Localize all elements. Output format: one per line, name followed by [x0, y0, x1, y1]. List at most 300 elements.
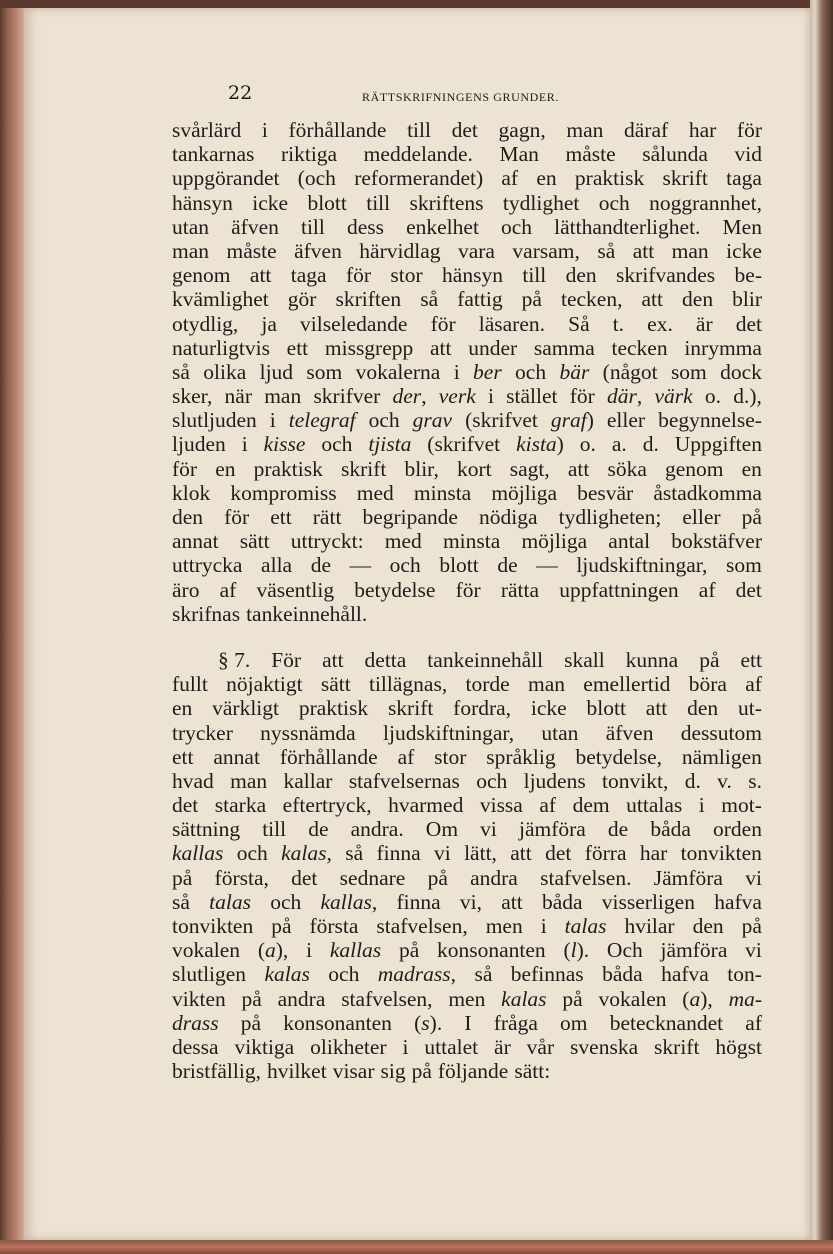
word: det [735, 311, 762, 336]
word: tankarnas [172, 142, 255, 167]
word: hänsyn [172, 190, 233, 215]
word: eller [682, 505, 721, 529]
paragraph [172, 648, 762, 1083]
word: att [632, 238, 655, 263]
word: och [270, 889, 302, 914]
word: att [501, 889, 523, 914]
body-text [172, 118, 762, 1083]
word: betydelse [354, 577, 436, 602]
word: för [736, 118, 762, 142]
word: där, [607, 384, 643, 409]
word: högst [715, 1034, 762, 1059]
word: i [241, 432, 248, 457]
text-line [172, 360, 762, 384]
word: vokalen [598, 986, 667, 1011]
word: och [236, 841, 268, 866]
text-line [172, 962, 762, 986]
word: äfven [231, 214, 279, 239]
word: böra [688, 672, 727, 697]
word: tonvikt, [602, 768, 669, 793]
word: samma [533, 335, 595, 360]
page-number: 22 [228, 82, 253, 104]
word: kort [456, 456, 492, 481]
word: så [420, 287, 439, 312]
word: vissa [479, 793, 523, 818]
word: ett [270, 505, 292, 529]
word: ljudskiftningar, [383, 720, 515, 745]
word: ett [286, 335, 309, 360]
word: tankeinnehåll [427, 647, 544, 672]
text-line [172, 890, 762, 914]
word: som [726, 553, 762, 578]
word: utan [541, 720, 579, 745]
word: betydelse, [575, 744, 663, 769]
word: båda [602, 962, 643, 987]
word: tonvikten [172, 914, 254, 938]
word: för [172, 456, 198, 481]
word: på [741, 914, 762, 938]
text-line [172, 215, 762, 239]
word: i [261, 118, 268, 142]
word: § 7. [218, 647, 251, 672]
word: blott [586, 696, 626, 721]
word: o. [704, 384, 721, 409]
word: detta [364, 647, 407, 672]
word: (s). [414, 1010, 443, 1035]
word: hvarmed [388, 793, 464, 818]
text-line [172, 336, 762, 360]
word: der, [392, 384, 427, 409]
word: så [345, 841, 364, 866]
word: Så [568, 311, 590, 336]
word: i [453, 359, 460, 384]
word: på [427, 865, 448, 890]
word: ljudskiftningar, [576, 553, 708, 578]
word: s. [748, 768, 762, 793]
word: på [562, 986, 583, 1011]
word: för [345, 263, 372, 288]
word: vokalerna [355, 359, 441, 384]
word: visserligen [601, 889, 695, 914]
word: första [309, 914, 359, 938]
text-line [172, 602, 762, 626]
word: o. [579, 432, 596, 457]
word: jämföra [660, 938, 728, 963]
word: taga [290, 263, 327, 288]
word: så [474, 962, 493, 987]
word: eller [606, 408, 646, 433]
word: olikheter [310, 1034, 387, 1059]
word: ja [261, 311, 277, 336]
word: båda [541, 889, 583, 914]
text-line [172, 408, 762, 432]
word: blott [439, 553, 479, 578]
word: (a), [257, 938, 289, 963]
word: skrift [340, 456, 387, 481]
text-line [172, 578, 762, 602]
word: olika [203, 359, 247, 384]
word: de [310, 553, 331, 578]
word: kalas [264, 962, 310, 987]
word: sålunda [642, 142, 708, 167]
word: och [328, 962, 360, 987]
word: uttryckt: [290, 529, 364, 554]
word: taga [726, 166, 762, 191]
word: hvilar [624, 914, 675, 938]
word: skrift [387, 696, 434, 721]
word: stor [434, 744, 467, 769]
word: skrifvandes [616, 263, 716, 288]
word: förra [584, 841, 627, 866]
word: annat [172, 529, 219, 554]
word: viktiga [234, 1034, 295, 1059]
word: icke [530, 696, 567, 721]
text-line [172, 793, 762, 817]
text-line [172, 745, 762, 769]
word: Jämföra [653, 865, 723, 890]
word: lätt, [464, 841, 497, 866]
word: äro [172, 577, 200, 602]
text-line [172, 672, 762, 696]
word: varsam, [512, 238, 580, 263]
word: en [215, 456, 236, 481]
text-line [172, 938, 762, 962]
word: hänsyn [442, 263, 503, 288]
text-line [172, 481, 762, 505]
word: äfven [294, 238, 342, 263]
word: språklig [486, 744, 556, 769]
word: man [566, 118, 604, 142]
word: kunna [625, 647, 679, 672]
word: uppfattningen [559, 577, 679, 602]
word: ut- [737, 696, 762, 721]
text-line [172, 263, 762, 287]
word: vid [734, 142, 762, 167]
word: konsonanten [283, 1010, 392, 1035]
word: man [527, 672, 565, 697]
word: (och [297, 166, 336, 191]
word: af [745, 672, 762, 697]
word: bristfällig, [172, 1059, 261, 1084]
word: skrift [654, 1034, 700, 1059]
word: och [476, 768, 508, 793]
paragraph-gap [172, 626, 762, 648]
word: otydlig, [172, 311, 239, 336]
word: orden [713, 817, 762, 842]
word: dessa [172, 1034, 219, 1059]
word: enkelhet [406, 214, 479, 239]
word: trycker [172, 720, 233, 745]
word: sätt: [514, 1059, 551, 1084]
word: för [224, 505, 250, 529]
word: af [745, 1010, 762, 1035]
word: I [464, 1010, 472, 1035]
word: tecken [611, 335, 668, 360]
word: konsonanten [437, 938, 546, 963]
word: uttalet [424, 1034, 479, 1059]
word: annat [213, 744, 260, 769]
word: sättning [172, 817, 241, 842]
text-line [172, 769, 762, 793]
word: genom [172, 263, 231, 288]
word: har [639, 841, 668, 866]
word: tydligheten; [558, 505, 662, 529]
word: som [306, 359, 343, 384]
word: finna [396, 889, 441, 914]
word: nämligen [681, 744, 762, 769]
word: vi [434, 841, 451, 866]
text-line [172, 505, 762, 529]
top-binding-edge [0, 0, 833, 8]
word: i [306, 938, 313, 963]
word: praktisk [253, 456, 323, 481]
word: det [291, 865, 318, 890]
word: d. [684, 768, 701, 793]
bottom-binding-edge [0, 1240, 833, 1254]
word: ett [172, 744, 194, 769]
word: minsta [442, 529, 501, 554]
word: sker, [172, 384, 213, 409]
word: a. [611, 432, 627, 457]
word: vokalen [172, 938, 241, 963]
word: — [349, 553, 372, 578]
word: af [698, 577, 716, 602]
word: under [468, 335, 518, 360]
word: när [224, 384, 252, 409]
word: d. [642, 432, 659, 457]
word: stället [506, 384, 558, 409]
text-line [172, 1035, 762, 1059]
word: det [451, 118, 478, 142]
word: skrift [662, 166, 708, 191]
word: kallas, [320, 889, 378, 914]
word: Och [606, 938, 643, 963]
word: om [560, 1010, 588, 1035]
paragraph [172, 118, 762, 626]
word: ljuden [172, 432, 226, 457]
text-line [172, 1059, 762, 1083]
word: (a), [682, 986, 713, 1011]
word: gör [287, 287, 317, 312]
word: Man [499, 142, 539, 167]
word: klok [172, 480, 211, 505]
word: måste [226, 238, 277, 263]
word: Om [425, 817, 459, 842]
text-line [172, 287, 762, 311]
text-line [172, 457, 762, 481]
word: slutljuden [172, 408, 257, 433]
word: hafva [661, 962, 709, 987]
word: men [485, 914, 523, 938]
word: på [240, 1010, 262, 1035]
text-line [172, 817, 762, 841]
word: inrymma [684, 335, 762, 360]
word: reformerandet) [354, 166, 484, 191]
word: det [545, 841, 572, 866]
word: skriften [335, 287, 402, 312]
word: andra. [350, 817, 404, 842]
word: i [487, 384, 494, 409]
word: besvär [577, 480, 634, 505]
word: på [741, 505, 762, 529]
word: telegraf [288, 408, 356, 433]
word: värk [654, 384, 693, 409]
word: man [264, 384, 302, 409]
word: af [397, 744, 415, 769]
word: fattig [457, 287, 503, 312]
word: be- [734, 263, 762, 288]
word: sednare [339, 865, 406, 890]
word: på [411, 1059, 432, 1084]
word: tecken, [560, 287, 623, 312]
text-line [172, 1011, 762, 1035]
word: blott [307, 190, 347, 215]
word: till [407, 118, 431, 142]
text-line [172, 914, 762, 938]
word: jämföra [518, 817, 586, 842]
word: fråga [493, 1010, 538, 1035]
word: kallas [172, 841, 224, 866]
word: nöjaktigt [226, 672, 303, 697]
word: (l). [563, 938, 590, 963]
word: nyssnämda [260, 720, 356, 745]
word: så [172, 359, 190, 384]
word: alla [261, 553, 293, 578]
word: tonvikten [680, 841, 762, 866]
word: ljud [259, 359, 294, 384]
word: stafvelsernas [348, 768, 460, 793]
word: af [501, 166, 519, 191]
text-line [172, 553, 762, 577]
word: härvidlag [359, 238, 441, 263]
word: mot- [721, 793, 762, 818]
word: gagn, [498, 118, 546, 142]
word: — [536, 553, 558, 578]
word: och [368, 408, 400, 433]
word: den [565, 263, 597, 288]
word: så [172, 889, 190, 914]
word: tankeinnehåll. [246, 601, 368, 626]
word: och [501, 214, 533, 239]
word: (skrifvet [427, 432, 501, 457]
word: söka [607, 456, 647, 481]
word: är [695, 311, 713, 336]
word: man [671, 238, 709, 263]
text-line [172, 239, 762, 263]
word: de [607, 817, 629, 842]
word: uttalas [626, 793, 683, 818]
word: första, [214, 865, 269, 890]
word: af [539, 793, 557, 818]
word: i [540, 914, 547, 938]
word: men [448, 986, 486, 1011]
running-head: RÄTTSKRIFNINGENS GRUNDER. [362, 90, 560, 104]
word: förhållande [279, 744, 378, 769]
word: madrass, [377, 962, 457, 987]
word: noggrannhet, [649, 190, 762, 215]
word: skall [564, 647, 605, 672]
word: För [271, 647, 302, 672]
word: antal [608, 529, 651, 554]
word: att [322, 647, 344, 672]
word: missgrepp [324, 335, 414, 360]
word: båda [650, 817, 691, 842]
word: tydlighet [502, 190, 580, 215]
word: skrifver [313, 384, 381, 409]
word: sig [380, 1059, 406, 1084]
word: grav [412, 408, 453, 433]
text-line [172, 721, 762, 745]
word: att [567, 456, 590, 481]
word: ma- [728, 986, 762, 1011]
word: begripande [362, 505, 458, 529]
word: rätt [312, 505, 342, 529]
word: skrifnas [172, 601, 241, 626]
word: den [692, 914, 724, 938]
word: visar [332, 1059, 375, 1084]
word: att [510, 841, 532, 866]
word: bokstäfver [671, 529, 762, 554]
word: vi [480, 817, 497, 842]
word: en [172, 696, 193, 721]
word: vi [745, 938, 762, 963]
word: till [262, 817, 287, 842]
word: vara [457, 238, 495, 263]
word: man [172, 238, 210, 263]
word: eftertryck, [282, 793, 372, 818]
word: kalas [501, 986, 547, 1011]
word: begynnelse- [658, 408, 762, 433]
text-line [172, 312, 762, 336]
word: hvilket [266, 1059, 327, 1084]
word: drass [172, 1010, 219, 1035]
word: förhållande [288, 118, 387, 142]
word: t. [612, 311, 625, 336]
word: Uppgiften [674, 432, 762, 457]
word: den [682, 287, 714, 312]
word: sagt, [509, 456, 550, 481]
word: ton- [727, 962, 762, 987]
word: kista) [516, 432, 564, 457]
text-line [172, 191, 762, 215]
word: till [366, 190, 391, 215]
word: hvad [172, 768, 214, 793]
word: att [429, 335, 452, 360]
text-line [172, 432, 762, 456]
word: möjliga [491, 480, 557, 505]
word: och [389, 553, 421, 578]
word: vilseledande [300, 311, 408, 336]
word: uppgörandet [172, 166, 280, 191]
word: emellertid [583, 672, 671, 697]
text-line [172, 529, 762, 553]
word: åstadkomma [653, 480, 762, 505]
word: stor [390, 263, 423, 288]
word: i [269, 408, 276, 433]
word: på [398, 938, 420, 963]
word: kallas [329, 938, 382, 963]
text-line [172, 987, 762, 1011]
word: i [402, 1034, 409, 1059]
word: värkligt [212, 696, 279, 721]
word: den [687, 696, 719, 721]
word: meddelande. [363, 142, 473, 167]
word: har [688, 118, 717, 142]
word: vi [745, 865, 762, 890]
word: praktisk [298, 696, 369, 721]
word: ljudens [523, 768, 586, 793]
word: till [522, 263, 547, 288]
